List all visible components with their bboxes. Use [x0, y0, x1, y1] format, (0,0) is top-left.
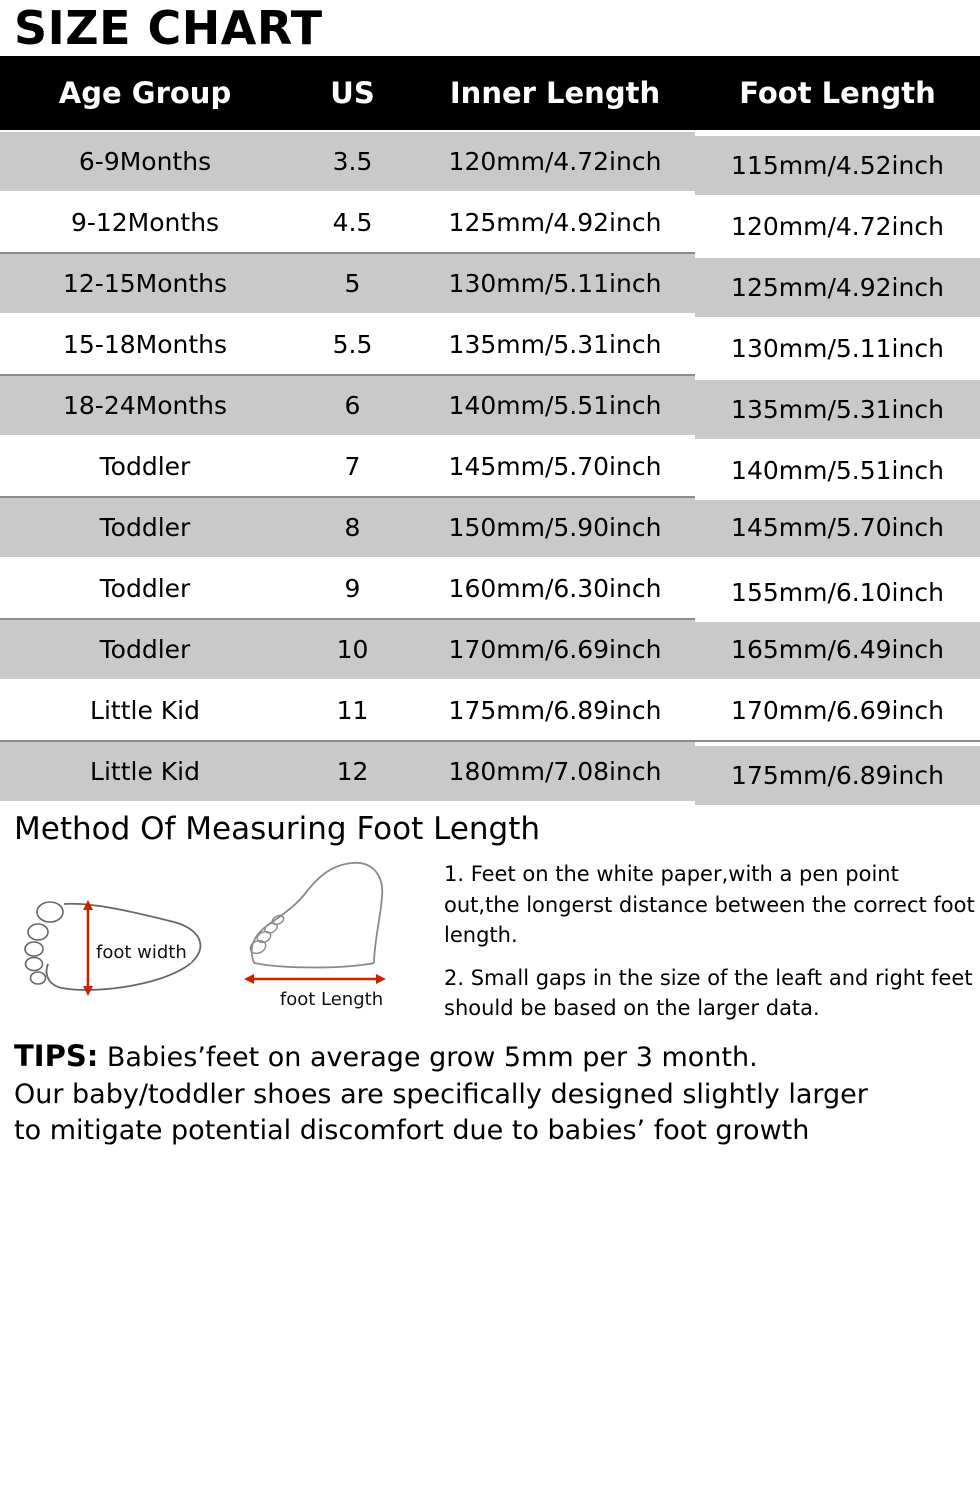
cell-foot-length: 135mm/5.31inch: [695, 379, 980, 440]
cell-foot-length: 170mm/6.69inch: [695, 680, 980, 741]
cell-foot-length: 115mm/4.52inch: [695, 135, 980, 196]
tips-section: [0, 1035, 980, 1149]
table-row: [0, 497, 980, 558]
cell-age-group: 12-15Months: [0, 253, 290, 314]
cell-age-group: 9-12Months: [0, 192, 290, 253]
cell-foot-length: 130mm/5.11inch: [695, 318, 980, 379]
cell-inner-length: 160mm/6.30inch: [415, 558, 695, 619]
cell-us: 7: [290, 436, 415, 497]
foot-width-label: foot width: [92, 942, 191, 963]
column-header-age-group: Age Group: [0, 56, 290, 131]
cell-age-group: Little Kid: [0, 680, 290, 741]
cell-us: 12: [290, 741, 415, 802]
cell-inner-length: 130mm/5.11inch: [415, 253, 695, 314]
cell-us: 11: [290, 680, 415, 741]
cell-us: 3.5: [290, 131, 415, 192]
size-chart-table: [0, 56, 980, 803]
instructions: [444, 851, 980, 1035]
cell-inner-length: 120mm/4.72inch: [415, 131, 695, 192]
cell-foot-length: 145mm/5.70inch: [695, 497, 980, 558]
cell-us: 5: [290, 253, 415, 314]
tips-line-2: Our baby/toddler shoes are specifically designed slightly larger: [14, 1078, 868, 1110]
method-body: [14, 851, 980, 1035]
instruction-item-2: 2. Small gaps in the size of the leaft and right feet should be based on the larger data.: [444, 965, 973, 1021]
table-row: [0, 741, 980, 802]
table-body: [0, 131, 980, 802]
tips-line-1: [14, 1037, 970, 1076]
table-header: [0, 56, 980, 131]
foot-side-icon: [224, 851, 439, 991]
foot-length-diagram: [224, 851, 439, 1016]
foot-width-diagram: [14, 886, 224, 1016]
cell-us: 10: [290, 619, 415, 680]
column-header-foot-length: Foot Length: [695, 56, 980, 131]
table-row: [0, 375, 980, 436]
cell-us: 4.5: [290, 192, 415, 253]
cell-age-group: Toddler: [0, 497, 290, 558]
column-header-us: US: [290, 56, 415, 131]
table-row: [0, 253, 980, 314]
cell-age-group: Little Kid: [0, 741, 290, 802]
table-row: [0, 192, 980, 253]
table-row: [0, 680, 980, 741]
cell-foot-length: 155mm/6.10inch: [695, 562, 980, 623]
cell-us: 5.5: [290, 314, 415, 375]
cell-foot-length: 140mm/5.51inch: [695, 440, 980, 501]
cell-inner-length: 150mm/5.90inch: [415, 497, 695, 558]
cell-us: 9: [290, 558, 415, 619]
cell-inner-length: 175mm/6.89inch: [415, 680, 695, 741]
cell-inner-length: 145mm/5.70inch: [415, 436, 695, 497]
table-row: [0, 314, 980, 375]
table-row: [0, 131, 980, 192]
method-title: Method Of Measuring Foot Length: [14, 811, 541, 848]
table-header-row: [0, 56, 980, 131]
cell-age-group: Toddler: [0, 436, 290, 497]
tips-label: TIPS:: [14, 1039, 99, 1074]
cell-inner-length: 125mm/4.92inch: [415, 192, 695, 253]
table-row: [0, 619, 980, 680]
table-row: [0, 436, 980, 497]
cell-age-group: 6-9Months: [0, 131, 290, 192]
cell-inner-length: 180mm/7.08inch: [415, 741, 695, 802]
cell-foot-length: 165mm/6.49inch: [695, 619, 980, 680]
cell-age-group: Toddler: [0, 558, 290, 619]
column-header-inner-length: Inner Length: [415, 56, 695, 131]
cell-inner-length: 170mm/6.69inch: [415, 619, 695, 680]
cell-us: 6: [290, 375, 415, 436]
cell-inner-length: 135mm/5.31inch: [415, 314, 695, 375]
cell-foot-length: 125mm/4.92inch: [695, 257, 980, 318]
cell-age-group: 15-18Months: [0, 314, 290, 375]
table-row: [0, 558, 980, 619]
page-title: SIZE CHART: [14, 1, 323, 55]
cell-age-group: Toddler: [0, 619, 290, 680]
cell-foot-length: 120mm/4.72inch: [695, 196, 980, 257]
cell-age-group: 18-24Months: [0, 375, 290, 436]
cell-inner-length: 140mm/5.51inch: [415, 375, 695, 436]
instruction-item-1: 1. Feet on the white paper,with a pen point out,the longerst distance between the correct foot length.: [444, 862, 975, 948]
foot-length-label: foot Length: [279, 989, 384, 1011]
tips-line-3: to mitigate potential discomfort due to babies’ foot growth: [14, 1115, 810, 1147]
tips-text-1: Babies’feet on average grow 5mm per 3 month.: [106, 1042, 758, 1074]
diagrams: [14, 851, 444, 1016]
cell-foot-length: 175mm/6.89inch: [695, 745, 980, 806]
cell-us: 8: [290, 497, 415, 558]
measuring-method-section: [0, 803, 980, 1035]
